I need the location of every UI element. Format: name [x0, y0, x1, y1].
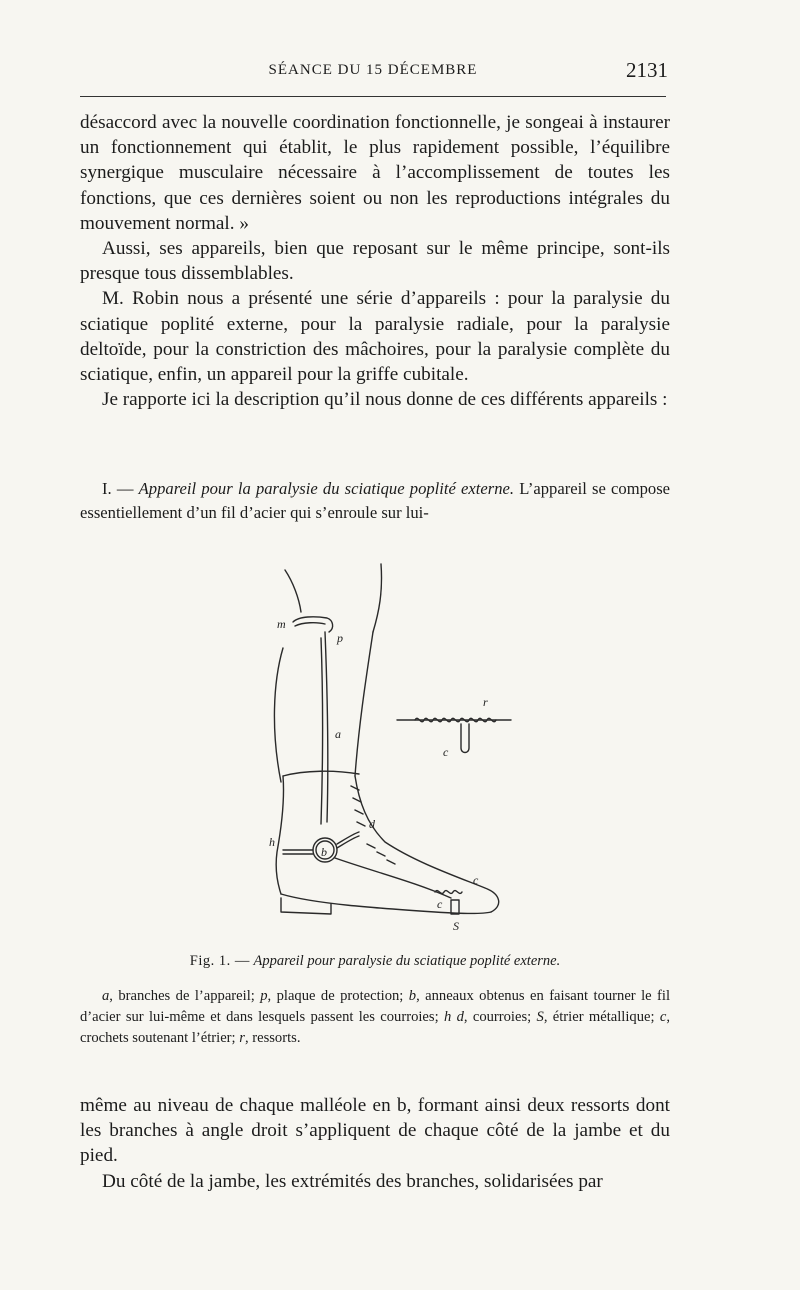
shin-right — [355, 632, 373, 776]
paragraph-2: Aussi, ses appareils, bien que reposant sur le même principe, sont-ils presque tous dissemblables. — [80, 238, 670, 285]
label-a: a — [335, 727, 341, 741]
running-header — [78, 58, 668, 88]
legend-key: S — [536, 1009, 544, 1025]
figure-legend — [80, 986, 670, 1049]
legend-text: , branches de l’appareil; — [109, 988, 261, 1004]
stirrup-s — [451, 900, 459, 914]
label-c-top: c — [473, 873, 479, 887]
section-title: Appareil pour la paralysie du sciatique poplité externe. — [138, 479, 515, 498]
legend-key: b — [408, 988, 417, 1004]
caption-title: Appareil pour paralysie du sciatique poplité externe. — [253, 953, 561, 969]
paragraph-3: M. Robin nous a présenté une série d’appareils : pour la paralysie du sciatique poplité externe, pour la paralysie radiale, pour la paralysie deltoïde, pour la constriction des mâchoires, pour la paralysie complète du sciatique, enfin, un appareil pour la griffe cubitale. — [80, 288, 670, 386]
paragraph-6: Du côté de la jambe, les extrémités des branches, solidarisées par — [102, 1170, 603, 1192]
detail-hook-c — [461, 724, 469, 753]
legend-key: c — [659, 1009, 667, 1025]
figure-leg-brace — [255, 562, 525, 934]
section-number: I. — — [102, 479, 134, 498]
legend-text: , ressorts. — [244, 1030, 301, 1046]
body-text-bottom — [80, 1093, 670, 1194]
thigh-line-left — [285, 570, 301, 612]
label-h: h — [269, 835, 275, 849]
legend-key: h d — [443, 1009, 464, 1025]
brace-branch-inner — [321, 638, 323, 824]
legend-text: , étrier métallique; — [543, 1009, 660, 1025]
legend-text: , crochets soutenant l’étrier; — [80, 1009, 670, 1046]
label-r: r — [483, 695, 488, 709]
legend-key: a — [102, 988, 110, 1004]
brace-illustration — [255, 562, 525, 934]
page-number: 2131 — [626, 58, 668, 82]
label-b: b — [321, 845, 327, 859]
boot-heel-back — [276, 776, 283, 894]
paragraph-1: désaccord avec la nouvelle coordination fonctionnelle, je songeai à instaurer un fonctionnement qui établit, le plus rapidement possible, l’équilibre synergique musculaire nécessaire à l’accomplissement de toutes les fonctions, que ces dernières soient ou non les reproductions intégrales du mouvement normal. » — [80, 112, 670, 234]
section-paragraph — [80, 477, 670, 524]
figure-caption — [80, 953, 670, 970]
label-d: d — [369, 817, 375, 831]
calf-left — [274, 648, 283, 782]
caption-label: Fig. 1. — — [189, 953, 250, 969]
boot-vamp — [355, 776, 499, 912]
body-text-top — [80, 110, 670, 412]
legend-text: , courroies; — [463, 1009, 537, 1025]
legend-paragraph — [80, 986, 670, 1049]
paragraph-5: même au niveau de chaque malléole en b, formant ainsi deux ressorts dont les branches à angle droit s’appliquent de chaque côté de la jambe et du pied. — [80, 1095, 670, 1167]
brace-branch-outer — [325, 632, 328, 822]
legend-text: , plaque de protection; — [267, 988, 409, 1004]
legend-key: r — [239, 1030, 245, 1046]
legend-text: , anneaux obtenus en faisant tourner le fil d’acier sur lui-même et dans lesquels passent les courroies; — [80, 988, 670, 1025]
paragraph-4: Je rapporte ici la description qu’il nous donne de ces différents appareils : — [102, 389, 668, 411]
label-s: S — [453, 919, 459, 933]
label-c-bottom: c — [437, 897, 443, 911]
label-c-detail: c — [443, 745, 449, 759]
section-i — [80, 477, 670, 524]
boot-top — [283, 771, 359, 776]
thigh-line-right — [373, 564, 382, 632]
label-p: p — [337, 631, 343, 645]
label-m: m — [277, 617, 286, 631]
section-text: L’appareil se compose essentiellement d’un fil d’acier qui s’enroule sur lui- — [80, 479, 671, 522]
running-title: SÉANCE DU 15 DÉCEMBRE — [268, 62, 478, 78]
legend-key: p — [260, 988, 268, 1004]
brace-branch-foot — [335, 858, 451, 898]
boot-heel — [281, 898, 331, 914]
header-rule — [80, 96, 666, 97]
